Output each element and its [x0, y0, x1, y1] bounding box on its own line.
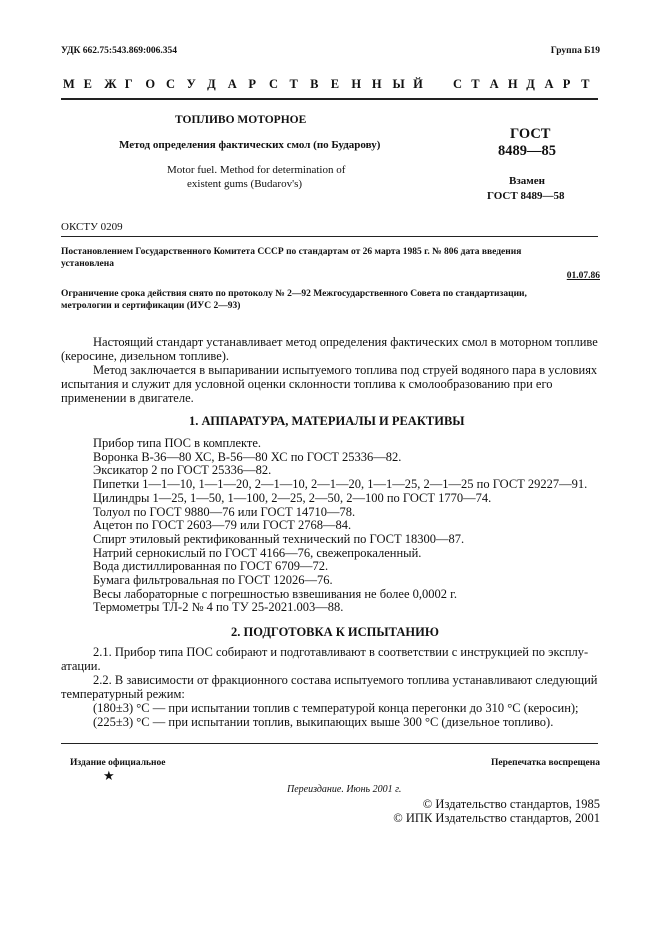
banner-letter: Ж: [104, 77, 117, 91]
udk-code: УДК 662.75:543.869:006.354: [61, 46, 178, 56]
gost-label: ГОСТ: [510, 126, 551, 142]
gost-number: 8489—85: [498, 143, 556, 159]
banner-letter: А: [227, 77, 237, 91]
banner-letter: Р: [562, 77, 571, 91]
intro-p1-line1: Настоящий стандарт устанавливает метод определения фактических смол в моторном топливе: [93, 335, 598, 349]
temperature-mode-2: (225±3) °С — при испытании топлив, выкипающих выше 300 °С (дизельное топливо).: [93, 715, 554, 729]
banner-letter: Н: [351, 77, 362, 91]
copyright-1985: © Издательство стандартов, 1985: [422, 797, 600, 811]
banner-letter: Н: [371, 77, 382, 91]
banner-letter: С: [453, 77, 463, 91]
clause-2-1-line2: атации.: [61, 659, 101, 673]
intro-p2-line3: применении в двигателе.: [61, 391, 194, 405]
banner-letter: Т: [581, 77, 590, 91]
list-item: Бумага фильтровальная по ГОСТ 12026—76.: [93, 573, 333, 587]
banner-letter: Т: [471, 77, 480, 91]
intro-p2-line1: Метод заключается в выпаривании испытуемого топлива под струей водяного пара в условиях: [93, 363, 598, 377]
restriction-line2: метрологии и сертификации (ИУС 2—93): [61, 301, 241, 311]
banner-letter: Д: [526, 77, 535, 91]
footer-rule: [61, 743, 598, 744]
list-item: Воронка В-36—80 ХС, В-56—80 ХС по ГОСТ 25336—82.: [93, 449, 402, 464]
header-rule: [61, 98, 598, 100]
decree-line2: установлена: [61, 259, 114, 269]
okstu-rule: [61, 236, 598, 237]
list-item: Спирт этиловый ректификованный технический по ГОСТ 18300—87.: [93, 531, 465, 546]
banner-letter: Е: [83, 77, 92, 91]
restriction-line1: Ограничение срока действия снято по протоколу № 2—92 Межгосударственного Совета по стандартизации,: [61, 289, 527, 299]
banner-letter: Г: [124, 77, 133, 91]
english-title-line1: Motor fuel. Method for determination of: [167, 164, 346, 176]
official-edition-label: Издание официальное: [70, 758, 166, 768]
doc-title: ТОПЛИВО МОТОРНОЕ: [175, 114, 307, 126]
reprint-prohibited-label: Перепечатка воспрещена: [490, 758, 600, 768]
list-item: Весы лабораторные с погрешностью взвешивания не более 0,0002 г.: [93, 586, 457, 601]
banner-letter: Т: [289, 77, 298, 91]
list-item: Толуол по ГОСТ 9880—76 или ГОСТ 14710—78.: [93, 504, 356, 519]
banner-letter: Д: [207, 77, 216, 91]
decree-line1: Постановлением Государственного Комитета СССР по стандартам от 26 марта 1985 г. № 806 дата введения: [61, 247, 522, 257]
banner-letter: Ы: [392, 77, 405, 91]
okstu-code: ОКСТУ 0209: [61, 221, 123, 233]
temperature-mode-1: (180±3) °С — при испытании топлив с температурой конца перегонки до 310 °С (керосин);: [93, 701, 579, 715]
doc-subtitle: Метод определения фактических смол (по Бударову): [119, 139, 381, 151]
banner-letter: У: [186, 77, 196, 91]
banner-letter: С: [268, 77, 278, 91]
banner-interstate: [63, 77, 434, 92]
section1-heading: 1. АППАРАТУРА, МАТЕРИАЛЫ И РЕАКТИВЫ: [189, 414, 465, 428]
banner-letter: Р: [248, 77, 256, 91]
english-title-line2: existent gums (Budarov's): [187, 178, 303, 190]
banner-letter: О: [145, 77, 156, 91]
banner-letter: Е: [330, 77, 340, 91]
list-item: Пипетки 1—1—10, 1—1—20, 2—1—10, 2—1—20, 1—1—25, 2—1—25 по ГОСТ 29227—91.: [93, 477, 588, 492]
banner-letter: А: [489, 77, 499, 91]
intro-p1-line2: (керосине, дизельном топливе).: [61, 349, 230, 363]
section2-heading: 2. ПОДГОТОВКА К ИСПЫТАНИЮ: [231, 625, 439, 639]
clause-2-1-line1: 2.1. Прибор типа ПОС собирают и подготавливают в соответствии с инструкцией по эксплу-: [93, 645, 589, 659]
clause-2-2-line1: 2.2. В зависимости от фракционного состава испытуемого топлива устанавливают следующий: [93, 673, 598, 687]
replaces-value: ГОСТ 8489—58: [487, 190, 565, 202]
list-item: Цилиндры 1—25, 1—50, 1—100, 2—25, 2—50, 2—100 по ГОСТ 1770—74.: [93, 490, 492, 505]
group-code: Группа Б19: [550, 46, 600, 56]
list-item: Эксикатор 2 по ГОСТ 25336—82.: [93, 463, 272, 478]
clause-2-2-line2: температурный режим:: [61, 687, 185, 701]
reissue-note: Переиздание. Июнь 2001 г.: [287, 784, 402, 795]
list-item: Натрий сернокислый по ГОСТ 4166—76, свежепрокаленный.: [93, 545, 422, 560]
banner-letter: А: [544, 77, 554, 91]
interstate-standard-banner: [63, 77, 598, 93]
banner-letter: М: [63, 77, 75, 91]
banner-letter: В: [310, 77, 319, 91]
list-item: Ацетон по ГОСТ 2603—79 или ГОСТ 2768—84.: [93, 518, 352, 533]
banner-standard: [453, 77, 599, 92]
introduction-date: 01.07.86: [566, 271, 600, 281]
replaces-label: Взамен: [509, 175, 545, 187]
copyright-2001: © ИПК Издательство стандартов, 2001: [393, 811, 600, 825]
banner-letter: Н: [507, 77, 518, 91]
list-item: Вода дистиллированная по ГОСТ 6709—72.: [93, 559, 329, 574]
list-item: Термометры ТЛ-2 № 4 по ТУ 25-2021.003—88.: [93, 600, 344, 615]
star-icon: ★: [103, 768, 115, 783]
banner-letter: С: [165, 77, 175, 91]
list-item: Прибор типа ПОС в комплекте.: [93, 436, 262, 450]
banner-letter: Й: [413, 77, 423, 91]
intro-p2-line2: испытания и служит для условной оценки склонности топлива к смолообразованию при его: [61, 377, 553, 391]
